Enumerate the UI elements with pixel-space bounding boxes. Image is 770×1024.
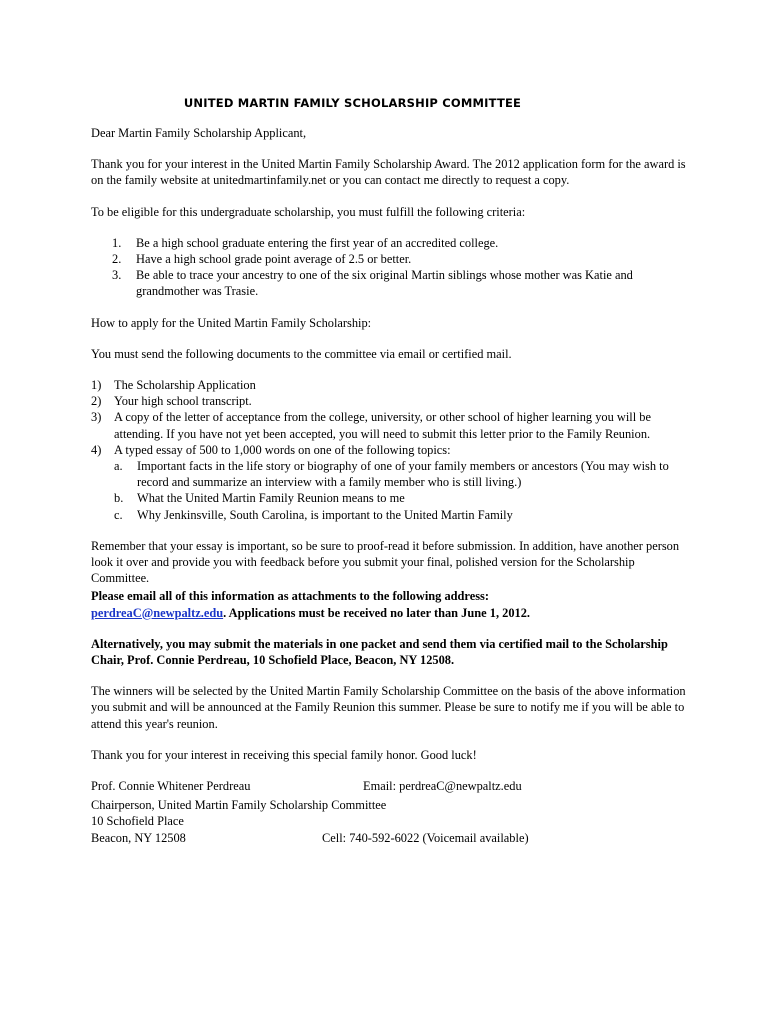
email-link[interactable]: perdreaC@newpaltz.edu — [91, 605, 224, 620]
list-item: 2) Your high school transcript. — [91, 394, 252, 409]
list-item: 2. Have a high school grade point average of 2.5 or better. — [112, 252, 412, 267]
send-docs-paragraph: You must send the following documents to the committee via email or certified mail. — [91, 346, 512, 361]
intro-paragraph: Thank you for your interest in the United Martin Family Scholarship Award. The 2012 application form for the award is on the family website at unitedmartinfamily.net or you can contact me directly to request a copy. — [91, 157, 686, 188]
winners-paragraph: The winners will be selected by the United Martin Family Scholarship Committee on the basis of the above information you submit and will be announced at the Family Reunion this summer. Please be sure to notify me if you will be able to attend this year's reunion. — [91, 684, 686, 731]
signature-line-1 — [91, 778, 686, 794]
salutation: Dear Martin Family Scholarship Applicant, — [91, 126, 307, 140]
topics-list — [114, 458, 686, 523]
list-item: 3) A copy of the letter of acceptance from the college, university, or other school of higher learning you will be attending. If you have not yet been accepted, you will need to submit this letter prior to the Family Reunion. — [91, 410, 651, 441]
email-deadline-line — [91, 605, 686, 621]
closing-line: Thank you for your interest in receiving this special family honor. Good luck! — [91, 747, 477, 762]
letter-body — [91, 125, 686, 846]
signature-street: 10 Schofield Place — [91, 814, 184, 829]
eligibility-intro: To be eligible for this undergraduate scholarship, you must fulfill the following criteria: — [91, 204, 526, 219]
essay-note: Remember that your essay is important, so be sure to proof-read it before submission. In addition, have another person look it over and provide you with feedback before you submit your final, polished version for the Scholarship Committee. — [91, 538, 680, 586]
letter-title: UNITED MARTIN FAMILY SCHOLARSHIP COMMITTEE — [183, 96, 522, 110]
list-item: 1. Be a high school graduate entering the first year of an accredited college. — [112, 235, 499, 250]
documents-list — [91, 377, 686, 523]
deadline-text: . Applications must be received no later than June 1, 2012. — [223, 605, 531, 620]
list-item: 4) A typed essay of 500 to 1,000 words on one of the following topics: a. Important facts in the life story or biography of one of your family members or ancestors (You may wish to record and summarize an interview with a family member who is still living.) b. What the United Martin Family Reunion means to me c. Why Jenkinsville, South Carolina, is important to the United Martin Family — [91, 442, 686, 523]
signature-line-4 — [91, 830, 686, 846]
signature-email: Email: perdreaC@newpaltz.edu — [363, 779, 522, 794]
list-item: b. What the United Martin Family Reunion means to me — [114, 491, 405, 506]
signature-cell: Cell: 740-592-6022 (Voicemail available) — [322, 830, 529, 845]
criteria-list — [91, 235, 686, 300]
email-instruction: Please email all of this information as attachments to the following address: — [91, 589, 489, 604]
signature-city: Beacon, NY 12508 — [91, 830, 186, 845]
list-item: c. Why Jenkinsville, South Carolina, is important to the United Martin Family — [114, 507, 513, 522]
signature-name: Prof. Connie Whitener Perdreau — [91, 779, 251, 794]
mail-alternative: Alternatively, you may submit the materials in one packet and send them via certified mail to the Scholarship Chair, Prof. Connie Perdreau, 10 Schofield Place, Beacon, NY 12508. — [91, 636, 668, 668]
list-item: 1) The Scholarship Application — [91, 378, 256, 393]
signature-role: Chairperson, United Martin Family Scholarship Committee — [91, 798, 387, 813]
list-item: 3. Be able to trace your ancestry to one of the six original Martin siblings whose mother was Katie and grandmother was Trasie. — [112, 268, 633, 299]
how-to-apply-heading: How to apply for the United Martin Family Scholarship: — [91, 315, 372, 330]
list-item: a. Important facts in the life story or biography of one of your family members or ancestors (You may wish to record and summarize an interview with a family member who is still living.) — [114, 459, 669, 490]
